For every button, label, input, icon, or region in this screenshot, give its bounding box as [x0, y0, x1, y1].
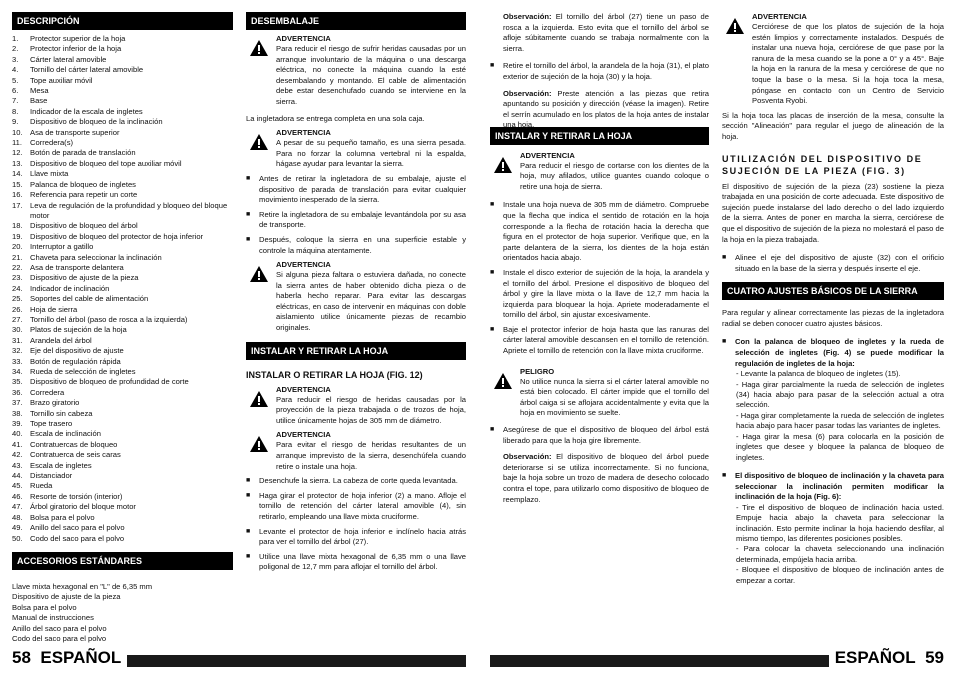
parts-list-item: 35. Dispositivo de bloqueo de profundidad de corte: [12, 377, 189, 387]
footer-language: ESPAÑOL: [40, 648, 122, 667]
parts-list-item: 3. Cárter lateral amovible: [12, 54, 107, 64]
warning-block: [246, 430, 466, 472]
accessory-item: Codo del saco para el polvo: [12, 633, 107, 643]
parts-list-item: 42. Contratuerca de seis caras: [12, 450, 121, 460]
parts-list-item: 49. Anillo del saco para el polvo: [12, 523, 125, 533]
bullet-icon: ■: [490, 325, 495, 333]
footer-right: [490, 648, 944, 667]
parts-list-item: 27. Tornillo del árbol (paso de rosca a la izquierda): [12, 314, 188, 324]
paragraph: La ingletadora se entrega completa en una sola caja.: [246, 113, 425, 123]
parts-list-item: 19. Dispositivo de bloqueo del protector de hoja inferior: [12, 231, 204, 241]
bullet-icon: ■: [490, 426, 495, 434]
parts-list-item: 34. Rueda de selección de ingletes: [12, 367, 136, 376]
accessory-item: Anillo del saco para el polvo: [12, 623, 107, 633]
bullet-item: ■ Instale el disco exterior de sujeción de la hoja, la arandela y el tornillo del árbol. Presione el dispositivo de bloqueo del árbol y gire la llave mixta o la llave de 12,7 mm hacia la izquierda para bloquear la hoja. Apriete moderadamente el tornillo del árbol, sin ajustar excesivamente.: [490, 267, 709, 320]
parts-list-item: 2. Protector inferior de la hoja: [12, 44, 122, 54]
bullet-icon: ■: [246, 174, 251, 182]
section-header-instalar: INSTALAR Y RETIRAR LA HOJA: [246, 342, 466, 360]
observation: Observación: Preste atención a las piezas que retira apuntando su posición y dirección (véase la imagen). Retire el serrín acumulado en los platos de la hoja antes de instalar una hoja.: [503, 88, 709, 130]
page-number: 58: [12, 648, 31, 667]
bullet-item: ■ Utilice una llave mixta hexagonal de 6,35 mm o una llave poligonal de 12,7 mm para aflojar el tornillo del árbol.: [246, 551, 466, 572]
bullet-icon: ■: [246, 491, 251, 499]
warning-triangle-icon: [250, 436, 268, 452]
step-item: - Para colocar la chaveta seleccionando una inclinación determinada, empújela hacia arriba.: [736, 544, 944, 564]
parts-list-item: 6. Mesa: [12, 86, 49, 96]
parts-list-item: 30. Platos de sujeción de la hoja: [12, 325, 127, 335]
accessories-list: [12, 582, 233, 644]
parts-list-item: 46. Resorte de torsión (interior): [12, 491, 123, 501]
warning-triangle-icon: [250, 40, 268, 56]
bullet-item: ■ Retire el tornillo del árbol, la arandela de la hoja (31), el plato exterior de sujeción de la hoja (30) y la hoja.: [490, 61, 709, 81]
parts-list-item: 22. Asa de transporte delantera: [12, 262, 124, 272]
step-item: - Haga girar completamente la rueda de selección de ingletes hacia abajo para hacer pasar todas las variantes de ingletes.: [736, 410, 944, 431]
paragraph: Para regular y alinear correctamente las piezas de la ingletadora radial se deben conocer cuatro ajustes básicos.: [722, 308, 944, 328]
bullet-icon: ■: [246, 552, 251, 560]
column-desembalaje: [246, 12, 466, 573]
warning-text: Para reducir el riesgo de heridas causadas por la proyección de la pieza trabajada o de trozos de hoja, utilice únicamente hojas de 305 mm de diámetro.: [276, 394, 466, 425]
section-header-ajustes: CUATRO AJUSTES BÁSICOS DE LA SIERRA: [722, 282, 944, 300]
bullet-item: ■ Asegúrese de que el dispositivo de bloqueo del árbol está liberado para que la hoja gire libremente.: [490, 425, 709, 445]
bullet-item: ■ Levante el protector de hoja inferior e inclínelo hacia atrás para ver el tornillo del árbol (27).: [246, 526, 466, 547]
parts-list-item: 25. Soportes del cable de alimentación: [12, 294, 149, 304]
step-item: - Levante la palanca de bloqueo de ingletes (15).: [736, 369, 901, 379]
parts-list-item: 8. Indicador de la escala de ingletes: [12, 106, 143, 116]
warning-text: Para reducir el riesgo de cortarse con los dientes de la hoja, muy afilados, utilice guantes cuando coloque o retire una hoja de sierra.: [520, 160, 709, 191]
section-header-descripcion: DESCRIPCIÓN: [12, 12, 233, 30]
parts-list-item: 20. Interruptor a gatillo: [12, 242, 94, 252]
bullet-icon: ■: [246, 477, 251, 485]
column-ajustes: [722, 12, 944, 586]
paragraph: Si la hoja toca las placas de inserción de la mesa, consulte la sección "Alineación" para regular el juego de alineación de la hoja.: [722, 110, 944, 141]
parts-list: [12, 34, 233, 544]
warning-heading: ADVERTENCIA: [276, 128, 331, 138]
bullet-icon: ■: [490, 268, 495, 276]
parts-list-item: 39. Tope trasero: [12, 419, 73, 429]
bullet-item: ■ Antes de retirar la ingletadora de su embalaje, ajuste el dispositivo de parada de translación para evitar cualquier movimiento inesperado de la sierra.: [246, 173, 466, 205]
warning-triangle-icon: [250, 266, 268, 282]
parts-list-item: 4. Tornillo del cárter lateral amovible: [12, 65, 144, 75]
subheading: UTILIZACIÓN DEL DISPOSITIVO DE SUJECIÓN DE LA PIEZA (FIG. 3): [722, 153, 923, 177]
warning-block: [490, 151, 709, 193]
warning-block: [246, 385, 466, 427]
parts-list-item: 47. Árbol giratorio del bloque motor: [12, 502, 136, 512]
warning-triangle-icon: [250, 134, 268, 150]
accessory-item: Dispositivo de ajuste de la pieza: [12, 592, 121, 602]
warning-heading: ADVERTENCIA: [276, 34, 331, 43]
section-header-instalar-hoja: INSTALAR Y RETIRAR LA HOJA: [490, 127, 709, 145]
warning-triangle-icon: [726, 18, 744, 34]
bullet-icon: ■: [490, 201, 495, 209]
parts-list-item: 10. Asa de transporte superior: [12, 127, 120, 137]
warning-heading: ADVERTENCIA: [276, 384, 331, 394]
parts-list-item: 40. Escala de inclinación: [12, 429, 101, 439]
warning-triangle-icon: [250, 391, 268, 407]
bullet-item: ■ Haga girar el protector de hoja inferior (2) a mano. Afloje el tornillo de retención del cárter lateral amovible (4), sin retirarlo, empleando una llave mixta cruciforme.: [246, 490, 466, 521]
footer-language: ESPAÑOL: [834, 648, 916, 667]
parts-list-item: 9. Dispositivo de bloqueo de la inclinación: [12, 117, 163, 127]
parts-list-item: 13. Dispositivo de bloqueo del tope auxiliar móvil: [12, 158, 182, 168]
section-header-desembalaje: DESEMBALAJE: [246, 12, 466, 30]
parts-list-item: 45. Rueda: [12, 481, 53, 491]
parts-list-item: 15. Palanca de bloqueo de ingletes: [12, 179, 136, 189]
bullet-item: ■ Instale una hoja nueva de 305 mm de diámetro. Compruebe que la flecha que indica el sentido de rotación en la hoja corresponde a la flecha de rotación hacia la derecha que figura en el protector de hoja superior. Verifique que, en la parte delantera de la sierra, los dientes de la hoja están orientados hacia abajo.: [490, 200, 709, 263]
step-item: - Tire el dispositivo de bloqueo de inclinación hacia usted. Empuje hacia abajo la chaveta para seleccionar la inclinación. Esto permite inclinar la hoja haciendo desfilar, al mismo tiempo, las diferentes posiciones posibles.: [736, 502, 944, 543]
parts-list-item: 14. Llave mixta: [12, 169, 69, 179]
warning-triangle-icon: [494, 373, 512, 389]
page-number: 59: [925, 648, 944, 667]
bullet-icon: ■: [246, 527, 251, 535]
subheading: INSTALAR O RETIRAR LA HOJA (FIG. 12): [246, 369, 423, 380]
footer-label: [829, 648, 944, 668]
bullet-item: ■ Alinee el eje del dispositivo de ajuste (32) con el orificio situado en la base de la sierra y después inserte el eje.: [722, 253, 944, 273]
warning-block: [246, 34, 466, 108]
steps-list: [722, 369, 944, 463]
section-header-accesorios: ACCESORIOS ESTÁNDARES: [12, 552, 233, 570]
warning-text: Para reducir el riesgo de sufrir heridas causadas por un arranque involuntario de la máquina o una descarga eléctrica, no conecte la máquina cuando la esté desembalando y montando. El cable de alimentación debe estar desenchufado cuando se intervienе en la sierra.: [276, 44, 466, 106]
parts-list-item: 26. Hoja de sierra: [12, 304, 78, 314]
parts-list-item: 43. Escala de ingletes: [12, 460, 92, 470]
step-item: - Haga girar parcialmente la rueda de selección de ingletes (34) hacia abajo para pasar de la selección actual a otra selección.: [736, 379, 944, 410]
warning-triangle-icon: [494, 157, 512, 173]
bullet-item: ■ Retire la ingletadora de su embalaje levantándola por su asa de transporte.: [246, 209, 466, 230]
accessory-item: Manual de instrucciones: [12, 613, 94, 623]
parts-list-item: 41. Contratuercas de bloqueo: [12, 439, 118, 449]
steps-list: [722, 503, 944, 586]
parts-list-item: 44. Distanciador: [12, 471, 73, 481]
step-item: - Haga girar la mesa (6) para colocarla en la posición de ingletes que desee y bloquee la palanca de bloqueo de ingletes.: [736, 431, 944, 462]
danger-heading: PELIGRO: [520, 366, 555, 376]
warning-block: [246, 128, 466, 170]
bullet-item: ■ El dispositivo de bloqueo de inclinación y la chaveta para seleccionar la inclinación permiten modificar la inclinación de la hoja (Fig. 6):: [722, 470, 944, 502]
bullet-icon: ■: [246, 235, 251, 243]
bullet-item: ■ Desenchufe la sierra. La cabeza de corte queda levantada.: [246, 476, 458, 486]
parts-list-item: 21. Chaveta para seleccionar la inclinación: [12, 252, 162, 262]
danger-text: No utilice nunca la sierra si el cárter lateral amovible no está bien colocado. El cárter impide que el tornillo del árbol caiga si se aflojara accidentalmente y evita que la hoja en movimiento se suelte.: [520, 376, 709, 418]
observation: Observación: El tornillo del árbol (27) tiene un paso de rosca a la izquierda. Esto evita que el tornillo del árbol se afloje súbitamente cuando se trabaja normalmente con la sierra.: [503, 12, 709, 53]
bullet-item: ■ Después, coloque la sierra en una superficie estable y controle la máquina atentamente.: [246, 234, 466, 255]
warning-text: Si alguna pieza faltara o estuviera dañada, no conecte la sierra antes de haber obtenido dicha pieza o de haberla hecho reparar. Para evitar las descargas eléctricas, en caso de intervenir en máquinas con doble aislamiento utilice únicamente piezas de recambio originales.: [276, 270, 466, 333]
parts-list-item: 17. Leva de regulación de la profundidad y bloqueo del bloque motor: [12, 200, 228, 220]
parts-list-item: 32. Eje del dispositivo de ajuste: [12, 346, 124, 356]
warning-text: Para evitar el riesgo de heridas resultantes de un arranque imprevisto de la sierra, desenchúfela cuando retire o instale una hoja.: [276, 440, 466, 471]
parts-list-item: 16. Referencia para repetir un corte: [12, 190, 138, 200]
parts-list-item: 31. Arandela del árbol: [12, 335, 92, 345]
parts-list-item: 1. Protector superior de la hoja: [12, 34, 126, 43]
footer-left: [12, 648, 466, 667]
bullet-icon: ■: [722, 254, 727, 262]
paragraph: El dispositivo de sujeción de la pieza (23) sostiene la pieza trabajada en una posición de corte adecuada. Este dispositivo de sujeción puede instalarse del lado derecho o del lado izquierdo de la sierra. Antes de poner en marcha la sierra, cerciórese de que el dispositivo de sujeción de la pieza no molestará el paso de la hoja en la pieza trabajada.: [722, 181, 944, 244]
bullet-icon: ■: [722, 338, 727, 346]
parts-list-item: 12. Botón de parada de translación: [12, 148, 136, 158]
parts-list-item: 48. Bolsa para el polvo: [12, 512, 95, 522]
parts-list-item: 33. Botón de regulación rápida: [12, 356, 121, 366]
warning-text: Cerciórese de que los platos de sujeción de la hoja estén limpios y correctamente instalados. Después de instalar una nueva hoja, cerciórese de que pase por la ranura de la mesa cuando se la pone a 0° y a 45°. Baje la hoja en la ranura de la mesa y cerciórese de que no toque la base o la mesa. Si la hoja toca la mesa, póngase en contacto con un Centro de Servicio Posventa Ryobi.: [752, 22, 944, 106]
bullet-icon: ■: [722, 471, 727, 479]
parts-list-item: 7. Base: [12, 96, 48, 106]
parts-list-item: 38. Tornillo sin cabeza: [12, 408, 93, 418]
bullet-item: ■ Con la palanca de bloqueo de ingletes y la rueda de selección de ingletes (Fig. 4) se puede modificar la regulación de ingletes de la hoja:: [722, 337, 944, 368]
column-instalar-hoja: [490, 12, 709, 505]
warning-text: A pesar de su pequeño tamaño, es una sierra pesada. Para no forzar la columna vertebral ni la espalda, hágase ayudar para levantar la sierra.: [276, 138, 466, 169]
parts-list-item: 18. Dispositivo de bloqueo del árbol: [12, 221, 138, 231]
step-item: - Bloquee el dispositivo de bloqueo de inclinación antes de empezar a cortar.: [736, 565, 944, 585]
parts-list-item: 37. Brazo giratorio: [12, 398, 80, 408]
warning-heading: ADVERTENCIA: [520, 150, 575, 160]
parts-list-item: 5. Tope auxiliar móvil: [12, 75, 93, 85]
parts-list-item: 11. Corredera(s): [12, 138, 74, 148]
warning-heading: ADVERTENCIA: [276, 260, 331, 270]
bullet-item: ■ Baje el protector inferior de hoja hasta que las ranuras del cárter lateral amovible descansen en el tornillo de retención. Apriete el tornillo de retención con la llave mixta cruciforme.: [490, 324, 709, 356]
parts-list-item: 50. Codo del saco para el polvo: [12, 533, 125, 543]
warning-block: [722, 12, 944, 107]
bullet-icon: ■: [246, 210, 251, 218]
observation: Observación: El dispositivo de bloqueo del árbol puede deteriorarse si se utiliza incorrectamente. Si no funciona, baje la hoja sobre un trozo de madera de desecho colocado contra el tope, para utilizarlo como dispositivo de bloqueo de reemplazo.: [503, 452, 709, 504]
warning-heading: ADVERTENCIA: [276, 430, 331, 440]
parts-list-item: 24. Indicador de inclinación: [12, 283, 110, 293]
bullet-icon: ■: [490, 62, 495, 70]
warning-heading: ADVERTENCIA: [752, 12, 807, 21]
accessory-item: Llave mixta hexagonal en "L" de 6,35 mm: [12, 581, 153, 591]
danger-block: [490, 367, 709, 419]
warning-block: [246, 260, 466, 334]
column-descripcion: [12, 12, 233, 644]
footer-label: [12, 648, 127, 668]
parts-list-item: 36. Corredera: [12, 387, 65, 397]
parts-list-item: 23. Dispositivo de ajuste de la pieza: [12, 273, 139, 283]
accessory-item: Bolsa para el polvo: [12, 602, 77, 612]
